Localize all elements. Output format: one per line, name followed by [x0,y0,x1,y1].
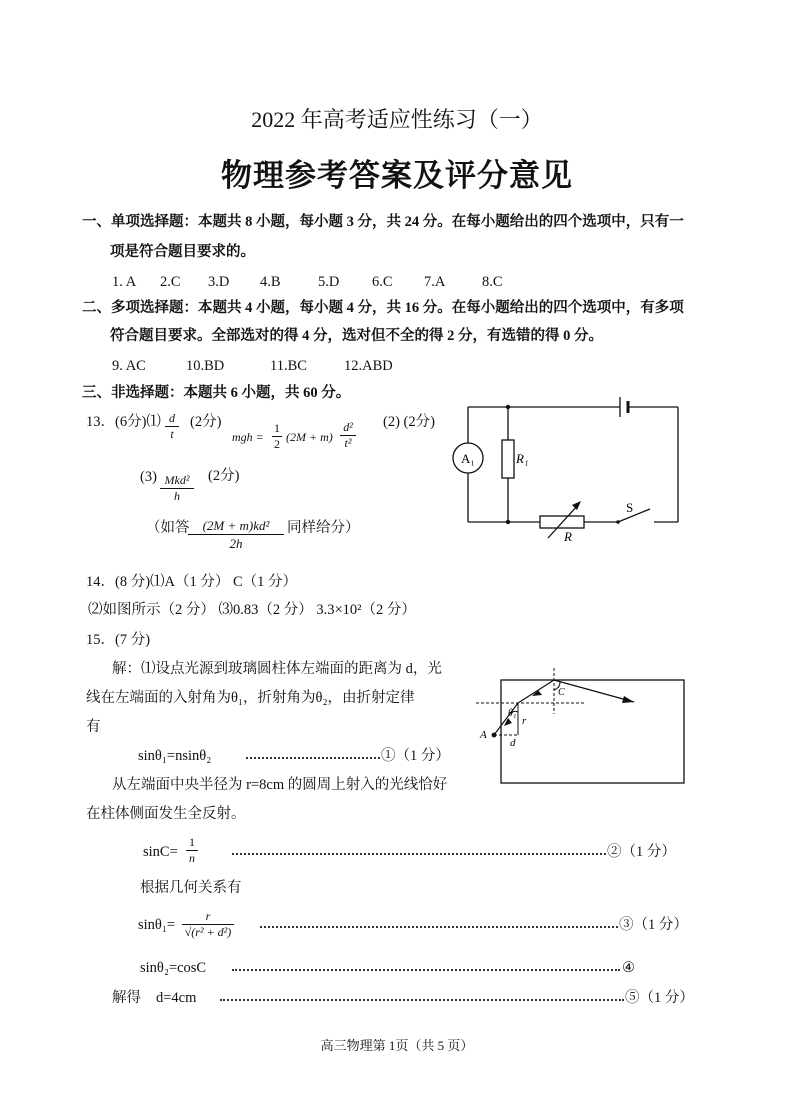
fraction-numerator: d [169,411,175,425]
q15-text-b: 在柱体侧面发生全反射。 [86,806,246,822]
section3-heading: 三、非选择题：本题共 6 小题，共 60 分。 [82,385,351,401]
q15-eq5-leader [220,999,624,1001]
q15-eq3-fraction [182,910,234,939]
section1-answer: 2.C [160,274,181,290]
fraction-denominator: 2h [229,536,243,551]
q13-score1: (2分) [190,414,222,430]
q15-eq2-fraction [186,836,198,865]
q15-solution-line2: 线在左端面的入射角为θ₁，折射角为θ₂，由折射定律 [86,690,415,706]
q13-alt-suffix: 同样给分） [287,520,360,536]
resistor-r1-body [502,440,514,478]
q13-eq-mass-term: (2M + m) [286,430,333,444]
fraction-numerator: d² [343,420,353,434]
q13-alt-fraction [188,518,284,551]
ammeter-label: A₁ [461,451,475,466]
junction-dot [506,405,510,409]
optics-diagram [474,662,694,790]
q15-eq1-mark: ①（1 分） [381,748,450,764]
page-footer: 高三物理第 1页（共 5 页） [320,1038,474,1053]
q13-alt-prefix: （如答 [146,520,190,536]
q15-eq3-mark: ③（1 分） [619,917,688,933]
q15-solve-value: d=4cm [156,990,197,1006]
section1-heading-line1: 一、单项选择题：本题共 8 小题，每小题 3 分，共 24 分。在每小题给出的四个选项中，只有一 [82,214,684,230]
fraction-numerator: 1 [189,835,195,849]
q15-heading: 15．(7 分) [86,632,151,648]
q15-solution-line3: 有 [86,719,101,735]
q15-solve-label: 解得 [112,990,141,1006]
q13-eq-half [272,422,282,451]
q13-part3-label: (3) [140,469,157,485]
q15-eq4: sinθ₂=cosC [140,960,207,976]
critical-angle-label: C [558,687,565,698]
reflected-ray [554,680,634,702]
q15-eq4-leader [232,969,620,971]
q15-geometry-text: 根据几何关系有 [140,880,242,896]
fraction-numerator: (2M + m)kd² [202,518,270,533]
q15-eq2-leader [232,853,606,855]
fraction-denominator: √(r² + d²) [184,925,232,939]
q15-eq5-mark: ⑤（1 分） [625,990,694,1006]
fraction-denominator: 2 [274,437,280,451]
q13-fraction-d-over-t [165,412,179,441]
point-a-label: A [480,729,487,741]
section2-heading-line2: 符合题目要求。全部选对的得 4 分，选对但不全的得 2 分，有选错的得 0 分。 [110,328,603,344]
refracted-ray [518,680,554,703]
q15-eq1-leader [246,757,380,759]
q15-eq2-mark: ②（1 分） [607,844,676,860]
rheostat-arrow-shaft [548,505,578,538]
distance-label: d [510,737,516,749]
section2-answer: 9. AC [112,358,146,374]
page-title: 物理参考答案及评分意见 [221,158,573,193]
q15-eq3-leader [260,926,618,928]
switch-label: S [626,500,634,515]
rheostat-label: R [564,529,572,544]
glass-cylinder-outline [501,680,684,783]
fraction-numerator: 1 [274,421,280,435]
q14-line1: 14．(8 分)⑴A（1 分） C（1 分） [86,574,298,590]
junction-dot [506,520,510,524]
fraction-numerator: Mkd² [164,473,190,487]
q13-fraction-mkd2-over-h [160,474,194,503]
q15-eq2-lhs: sinC= [143,844,178,860]
fraction-denominator: n [189,851,195,865]
q14-line2: ⑵如图所示（2 分） ⑶0.83（2 分） 3.3×10²（2 分） [88,602,416,618]
resistor-r1-label: R₁ [516,451,529,466]
q15-eq4-mark: ④ [622,960,635,976]
section2-answer: 11.BC [270,358,307,374]
q15-eq3-lhs: sinθ₁= [138,917,176,933]
fraction-denominator: h [174,489,180,503]
q15-eq1: sinθ₁=nsinθ₂ [138,748,212,764]
section1-answer: 3.D [208,274,230,290]
q15-solution-line1: 解：⑴设点光源到玻璃圆柱体左端面的距离为 d，光 [112,661,442,677]
q13-eq-mgh: mgh = [232,430,264,444]
light-source-point [492,733,497,738]
page-subtitle: 2022 年高考适应性练习（一） [251,107,543,132]
fraction-denominator: t² [344,436,352,450]
reflected-ray-arrowhead [622,696,634,703]
switch-blade [618,509,650,522]
section1-heading-line2: 项是符合题目要求的。 [110,244,255,260]
section2-heading-line1: 二、多项选择题：本题共 4 小题，每小题 4 分，共 16 分。在每小题给出的四个选项中，有多项 [82,300,684,316]
radius-label: r [522,715,527,727]
fraction-numerator: r [205,909,211,923]
circuit-diagram [450,385,690,545]
q13-part2: (2) (2分) [383,414,435,430]
section2-answer: 10.BD [186,358,225,374]
section2-answer: 12.ABD [344,358,393,374]
q13-label: 13．(6分)⑴ [86,414,161,430]
switch-pivot [616,520,620,524]
section1-answer: 1. A [112,274,137,290]
q15-text-a: 从左端面中央半径为 r=8cm 的圆周上射入的光线恰好 [112,777,448,793]
fraction-bar [188,534,284,535]
section1-answer: 5.D [318,274,340,290]
fraction-denominator: t [170,427,174,441]
section1-answer: 8.C [482,274,503,290]
section1-answer: 7.A [424,274,446,290]
rheostat-arrow-head [572,501,581,510]
q13-eq-d2-over-t2 [340,421,356,450]
section1-answer: 6.C [372,274,393,290]
section1-answer: 4.B [260,274,281,290]
q13-score3: (2分) [208,468,240,484]
theta1-label: θ₁ [508,708,517,719]
